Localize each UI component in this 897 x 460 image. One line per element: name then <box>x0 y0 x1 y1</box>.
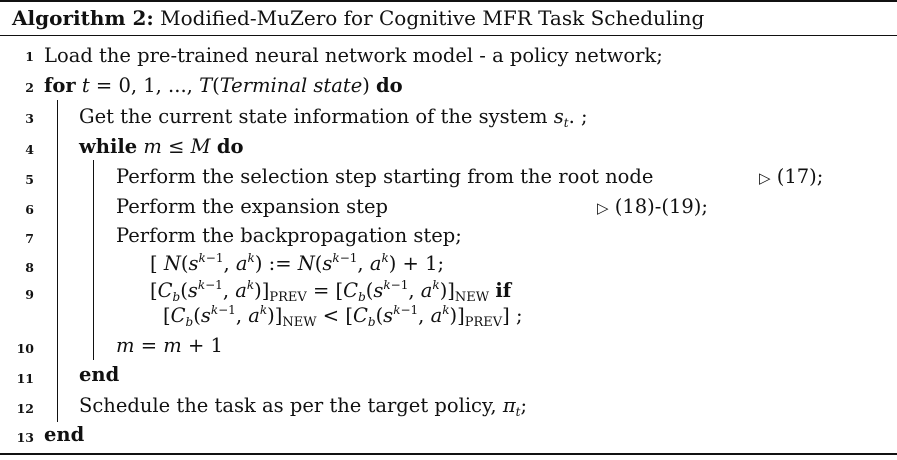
algorithm-label: Algorithm 2: <box>12 6 154 30</box>
end-while-keyword: end <box>79 363 120 386</box>
line-number-13: 13 <box>16 430 34 445</box>
top-rule <box>0 0 897 2</box>
line-number-2: 2 <box>25 80 34 95</box>
line-3: Get the current state information of the system $s_t$. ; <box>79 105 588 130</box>
line-number-3: 3 <box>25 111 34 126</box>
line-5: Perform the selection step starting from the root node <box>116 165 654 188</box>
for-keyword: for <box>44 74 76 97</box>
line-number-8: 8 <box>25 260 34 275</box>
while-block-bar <box>93 160 94 360</box>
bottom-rule <box>0 453 897 455</box>
line-6: Perform the expansion step <box>116 195 389 218</box>
line-8: [ $N(s^{k-1}$, $a^k$) := $N(s^{k-1}$, $a^k) + 1$; <box>150 251 445 275</box>
line-number-9: 9 <box>25 287 34 302</box>
algorithm-caption <box>12 6 704 30</box>
line-number-12: 12 <box>16 401 34 416</box>
while-keyword: while <box>79 135 138 158</box>
line-number-6: 6 <box>25 202 34 217</box>
caption-rule <box>0 35 897 36</box>
for-block-bar <box>57 100 58 422</box>
line-number-11: 11 <box>16 371 34 386</box>
do-keyword: do <box>376 74 403 97</box>
line-2: for t = 0, 1, ..., T(Terminal state) do <box>44 74 403 97</box>
line-10: m = m + 1 <box>116 334 223 357</box>
line-12: Schedule the task as per the target policy, $\pi_t$; <box>79 394 528 419</box>
line-11 <box>79 363 119 386</box>
line-13 <box>44 423 84 446</box>
line-number-7: 7 <box>25 231 34 246</box>
line-7: Perform the backpropagation step; <box>116 224 462 247</box>
line-5-ref: ▷ (17); <box>759 165 824 188</box>
line-number-4: 4 <box>25 142 34 157</box>
line-number-10: 10 <box>16 341 34 356</box>
line-number-5: 5 <box>25 172 34 187</box>
line-9: [$C_b(s^{k-1}$, $a^k)]_{PREV} = [C_b(s^{k-1}$, $a^k)]_{NEW}$ if <box>150 278 512 305</box>
line-6-ref: ▷ (18)-(19); <box>597 195 708 218</box>
algorithm-title: Modified-MuZero for Cognitive MFR Task Scheduling <box>160 6 705 30</box>
end-for-keyword: end <box>44 423 85 446</box>
line-number-1: 1 <box>25 49 34 64</box>
line-9-continued: [$C_b(s^{k-1}$, $a^k)]_{NEW} < [C_b(s^{k-1}$, $a^k)]_{PREV}$] ; <box>163 303 523 330</box>
do-keyword-while: do <box>216 135 244 158</box>
line-4: while m ≤ M do <box>79 135 244 158</box>
if-keyword: if <box>495 279 512 302</box>
line-1: Load the pre-trained neural network model - a policy network; <box>44 44 663 67</box>
